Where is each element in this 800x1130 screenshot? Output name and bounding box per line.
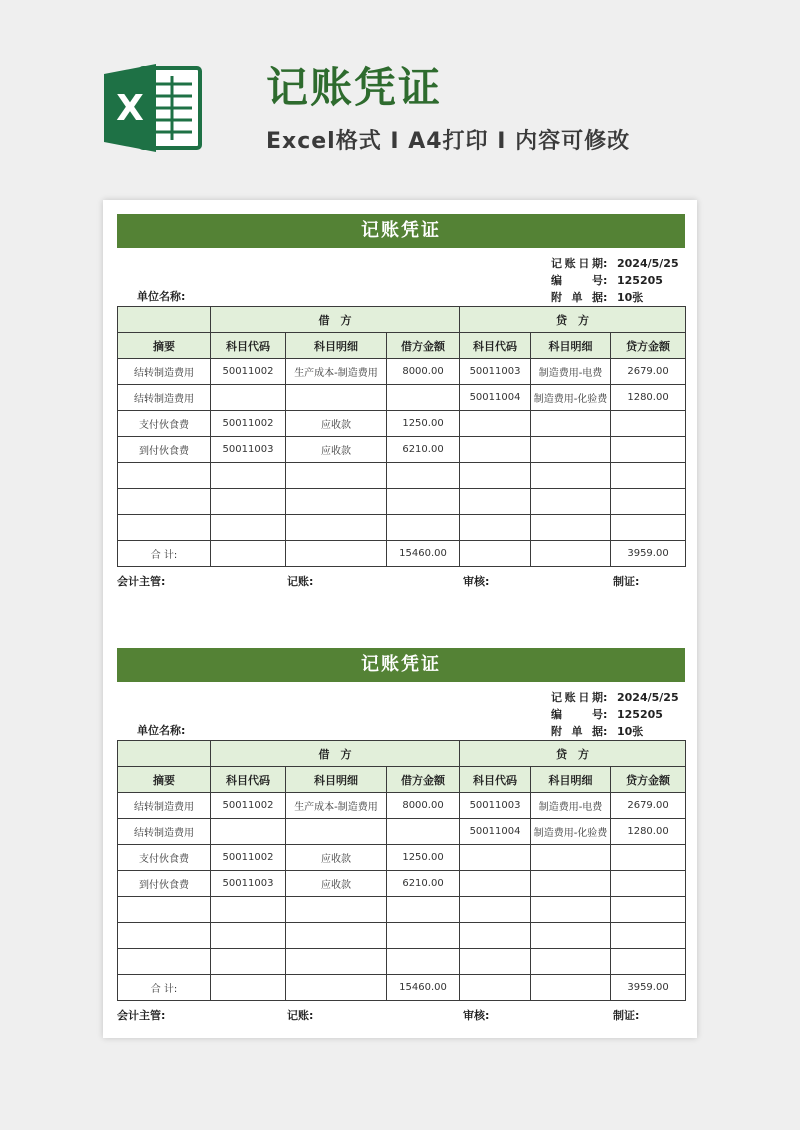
- debit-amount-cell[interactable]: 1250.00: [387, 411, 460, 437]
- debit-header: 借 方: [211, 307, 460, 333]
- debit-amount-cell[interactable]: [387, 949, 460, 975]
- preparer-label: 制证:: [613, 1009, 640, 1022]
- debit-code-header: 科目代码: [211, 767, 286, 793]
- header-row-columns: [118, 333, 686, 359]
- number-label: 编号: [551, 708, 603, 721]
- debit-code-cell[interactable]: [211, 923, 286, 949]
- table-row: [118, 845, 686, 871]
- debit-amount-cell[interactable]: [387, 923, 460, 949]
- debit-detail-cell[interactable]: 应收款: [286, 437, 387, 463]
- debit-amount-cell[interactable]: [387, 515, 460, 541]
- credit-amount-header: 贷方金额: [611, 333, 686, 359]
- credit-detail-cell[interactable]: [531, 949, 611, 975]
- debit-detail-cell[interactable]: [286, 489, 387, 515]
- debit-amount-header: 借方金额: [387, 767, 460, 793]
- voucher-meta: [117, 248, 685, 306]
- credit-amount-cell[interactable]: 1280.00: [611, 819, 686, 845]
- voucher-meta: [117, 682, 685, 740]
- debit-total[interactable]: 15460.00: [387, 975, 460, 1001]
- debit-code-cell[interactable]: [211, 489, 286, 515]
- attachments-label: 附单据: [551, 291, 603, 304]
- table-cell[interactable]: [211, 975, 286, 1001]
- credit-code-cell[interactable]: [460, 845, 531, 871]
- bookkeeper-label: 记账:: [287, 575, 314, 588]
- debit-detail-cell[interactable]: [286, 897, 387, 923]
- credit-detail-cell[interactable]: [531, 515, 611, 541]
- debit-code-cell[interactable]: 50011002: [211, 845, 286, 871]
- credit-detail-header: 科目明细: [531, 333, 611, 359]
- debit-detail-cell[interactable]: [286, 515, 387, 541]
- credit-code-cell[interactable]: 50011003: [460, 793, 531, 819]
- debit-code-cell[interactable]: [211, 385, 286, 411]
- voucher-title: 记账凭证: [117, 648, 685, 682]
- summary-cell[interactable]: 结转制造费用: [118, 359, 211, 385]
- table-cell[interactable]: [211, 541, 286, 567]
- summary-cell[interactable]: 结转制造费用: [118, 819, 211, 845]
- summary-cell[interactable]: [118, 515, 211, 541]
- debit-code-cell[interactable]: 50011002: [211, 793, 286, 819]
- debit-detail-cell[interactable]: [286, 949, 387, 975]
- voucher-table: [117, 740, 686, 1001]
- header-row-columns: [118, 767, 686, 793]
- supervisor-label: 会计主管:: [117, 1009, 166, 1022]
- credit-code-cell[interactable]: [460, 463, 531, 489]
- credit-amount-cell[interactable]: [611, 871, 686, 897]
- credit-detail-cell[interactable]: [531, 897, 611, 923]
- summary-cell[interactable]: 到付伙食费: [118, 871, 211, 897]
- table-row: [118, 819, 686, 845]
- signature-row: [117, 567, 685, 591]
- summary-cell[interactable]: [118, 463, 211, 489]
- voucher-table: [117, 306, 686, 567]
- credit-detail-cell[interactable]: 制造费用-电费: [531, 793, 611, 819]
- credit-amount-cell[interactable]: [611, 411, 686, 437]
- credit-amount-cell[interactable]: [611, 489, 686, 515]
- debit-code-cell[interactable]: 50011002: [211, 359, 286, 385]
- date-row: 记账日期 : 2024/5/25: [551, 689, 671, 707]
- table-row: [118, 793, 686, 819]
- table-row: [118, 385, 686, 411]
- supervisor-label: 会计主管:: [117, 575, 166, 588]
- page-subtitle: Excel格式 Ⅰ A4打印 Ⅰ 内容可修改: [266, 129, 631, 154]
- attachments-label: 附单据: [551, 725, 603, 738]
- reviewer-label: 审核:: [463, 1009, 490, 1022]
- page-title: 记账凭证: [266, 63, 443, 112]
- debit-amount-cell[interactable]: 1250.00: [387, 845, 460, 871]
- debit-amount-cell[interactable]: 8000.00: [387, 359, 460, 385]
- debit-code-cell[interactable]: 50011003: [211, 871, 286, 897]
- date-row: 记账日期 : 2024/5/25: [551, 255, 671, 273]
- summary-cell[interactable]: 到付伙食费: [118, 437, 211, 463]
- summary-cell[interactable]: 支付伙食费: [118, 411, 211, 437]
- credit-code-cell[interactable]: [460, 489, 531, 515]
- credit-code-cell[interactable]: 50011003: [460, 359, 531, 385]
- debit-detail-cell[interactable]: 生产成本-制造费用: [286, 359, 387, 385]
- debit-detail-cell[interactable]: 生产成本-制造费用: [286, 793, 387, 819]
- credit-amount-header: 贷方金额: [611, 767, 686, 793]
- credit-code-header: 科目代码: [460, 333, 531, 359]
- credit-code-header: 科目代码: [460, 767, 531, 793]
- bookkeeper-label: 记账:: [287, 1009, 314, 1022]
- table-cell[interactable]: [460, 975, 531, 1001]
- table-row: [118, 515, 686, 541]
- voucher-title: 记账凭证: [117, 214, 685, 248]
- debit-code-cell[interactable]: [211, 897, 286, 923]
- total-label: 合 计:: [118, 541, 211, 567]
- date-value[interactable]: 2024/5/25: [617, 691, 679, 704]
- debit-amount-header: 借方金额: [387, 333, 460, 359]
- credit-detail-cell[interactable]: [531, 923, 611, 949]
- credit-amount-cell[interactable]: [611, 845, 686, 871]
- credit-detail-cell[interactable]: 制造费用-电费: [531, 359, 611, 385]
- debit-total[interactable]: 15460.00: [387, 541, 460, 567]
- credit-detail-cell[interactable]: [531, 463, 611, 489]
- credit-detail-header: 科目明细: [531, 767, 611, 793]
- number-value[interactable]: 125205: [617, 274, 663, 287]
- credit-code-cell[interactable]: [460, 437, 531, 463]
- credit-header: 贷 方: [460, 741, 686, 767]
- reviewer-label: 审核:: [463, 575, 490, 588]
- credit-amount-cell[interactable]: [611, 949, 686, 975]
- credit-code-cell[interactable]: [460, 923, 531, 949]
- summary-cell[interactable]: 支付伙食费: [118, 845, 211, 871]
- credit-detail-cell[interactable]: [531, 489, 611, 515]
- credit-code-cell[interactable]: 50011004: [460, 819, 531, 845]
- debit-code-cell[interactable]: [211, 949, 286, 975]
- table-row: [118, 489, 686, 515]
- debit-code-cell[interactable]: [211, 463, 286, 489]
- table-row: [118, 463, 686, 489]
- debit-code-cell[interactable]: 50011002: [211, 411, 286, 437]
- total-label: 合 计:: [118, 975, 211, 1001]
- number-row: 编号 : 125205: [551, 706, 671, 724]
- table-row: [118, 437, 686, 463]
- table-row: [118, 897, 686, 923]
- date-label: 记账日期: [551, 691, 603, 704]
- table-row: [118, 359, 686, 385]
- credit-header: 贷 方: [460, 307, 686, 333]
- debit-code-cell[interactable]: [211, 819, 286, 845]
- debit-amount-cell[interactable]: 8000.00: [387, 793, 460, 819]
- debit-detail-cell[interactable]: [286, 385, 387, 411]
- debit-amount-cell[interactable]: 6210.00: [387, 871, 460, 897]
- summary-cell[interactable]: [118, 923, 211, 949]
- credit-code-cell[interactable]: [460, 515, 531, 541]
- credit-detail-cell[interactable]: 制造费用-化验费: [531, 385, 611, 411]
- debit-detail-cell[interactable]: 应收款: [286, 411, 387, 437]
- attachments-row: 附单据 : 10张: [551, 723, 671, 741]
- total-row: [118, 541, 686, 567]
- excel-logo-icon: [104, 62, 204, 154]
- debit-detail-cell[interactable]: 应收款: [286, 871, 387, 897]
- debit-amount-cell[interactable]: [387, 489, 460, 515]
- credit-amount-cell[interactable]: [611, 923, 686, 949]
- table-row: [118, 411, 686, 437]
- debit-detail-header: 科目明细: [286, 767, 387, 793]
- credit-code-cell[interactable]: [460, 949, 531, 975]
- credit-total[interactable]: 3959.00: [611, 541, 686, 567]
- signature-row: [117, 1001, 685, 1025]
- summary-header: 摘要: [118, 333, 211, 359]
- credit-detail-cell[interactable]: [531, 411, 611, 437]
- debit-amount-cell[interactable]: [387, 463, 460, 489]
- table-row: [118, 871, 686, 897]
- table-cell[interactable]: [531, 975, 611, 1001]
- credit-amount-cell[interactable]: 2679.00: [611, 359, 686, 385]
- number-row: 编号 : 125205: [551, 272, 671, 290]
- attachments-row: 附单据 : 10张: [551, 289, 671, 307]
- debit-amount-cell[interactable]: [387, 819, 460, 845]
- debit-code-header: 科目代码: [211, 333, 286, 359]
- table-cell[interactable]: [460, 541, 531, 567]
- table-row: [118, 949, 686, 975]
- summary-header: 摘要: [118, 767, 211, 793]
- number-label: 编号: [551, 274, 603, 287]
- credit-code-cell[interactable]: [460, 871, 531, 897]
- summary-cell[interactable]: [118, 489, 211, 515]
- date-label: 记账日期: [551, 257, 603, 270]
- debit-amount-cell[interactable]: [387, 897, 460, 923]
- credit-detail-cell[interactable]: [531, 871, 611, 897]
- table-cell[interactable]: [531, 541, 611, 567]
- credit-amount-cell[interactable]: 1280.00: [611, 385, 686, 411]
- summary-cell[interactable]: [118, 949, 211, 975]
- table-row: [118, 923, 686, 949]
- credit-amount-cell[interactable]: [611, 437, 686, 463]
- credit-detail-cell[interactable]: [531, 845, 611, 871]
- voucher-1: [117, 214, 685, 591]
- credit-amount-cell[interactable]: [611, 515, 686, 541]
- credit-detail-cell[interactable]: 制造费用-化验费: [531, 819, 611, 845]
- debit-detail-cell[interactable]: [286, 819, 387, 845]
- summary-cell[interactable]: 结转制造费用: [118, 385, 211, 411]
- credit-amount-cell[interactable]: [611, 463, 686, 489]
- credit-total[interactable]: 3959.00: [611, 975, 686, 1001]
- logo-letter: X: [116, 88, 144, 129]
- debit-code-cell[interactable]: 50011003: [211, 437, 286, 463]
- debit-amount-cell[interactable]: [387, 385, 460, 411]
- unit-name-label: 单位名称:: [137, 290, 186, 303]
- header-blank: [118, 741, 211, 767]
- summary-cell[interactable]: 结转制造费用: [118, 793, 211, 819]
- date-value[interactable]: 2024/5/25: [617, 257, 679, 270]
- credit-amount-cell[interactable]: 2679.00: [611, 793, 686, 819]
- debit-header: 借 方: [211, 741, 460, 767]
- number-value[interactable]: 125205: [617, 708, 663, 721]
- table-cell[interactable]: [286, 541, 387, 567]
- attachments-value[interactable]: 10张: [617, 291, 644, 304]
- debit-detail-cell[interactable]: [286, 463, 387, 489]
- debit-detail-cell[interactable]: 应收款: [286, 845, 387, 871]
- total-row: [118, 975, 686, 1001]
- debit-detail-header: 科目明细: [286, 333, 387, 359]
- credit-code-cell[interactable]: [460, 411, 531, 437]
- credit-amount-cell[interactable]: [611, 897, 686, 923]
- table-cell[interactable]: [286, 975, 387, 1001]
- preparer-label: 制证:: [613, 575, 640, 588]
- summary-cell[interactable]: [118, 897, 211, 923]
- attachments-value[interactable]: 10张: [617, 725, 644, 738]
- header-blank: [118, 307, 211, 333]
- header-row-group: [118, 307, 686, 333]
- header-row-group: [118, 741, 686, 767]
- credit-detail-cell[interactable]: [531, 437, 611, 463]
- voucher-2: [117, 648, 685, 1025]
- credit-code-cell[interactable]: 50011004: [460, 385, 531, 411]
- credit-code-cell[interactable]: [460, 897, 531, 923]
- debit-detail-cell[interactable]: [286, 923, 387, 949]
- paper-sheet: [103, 200, 697, 1038]
- unit-name-label: 单位名称:: [137, 724, 186, 737]
- debit-amount-cell[interactable]: 6210.00: [387, 437, 460, 463]
- debit-code-cell[interactable]: [211, 515, 286, 541]
